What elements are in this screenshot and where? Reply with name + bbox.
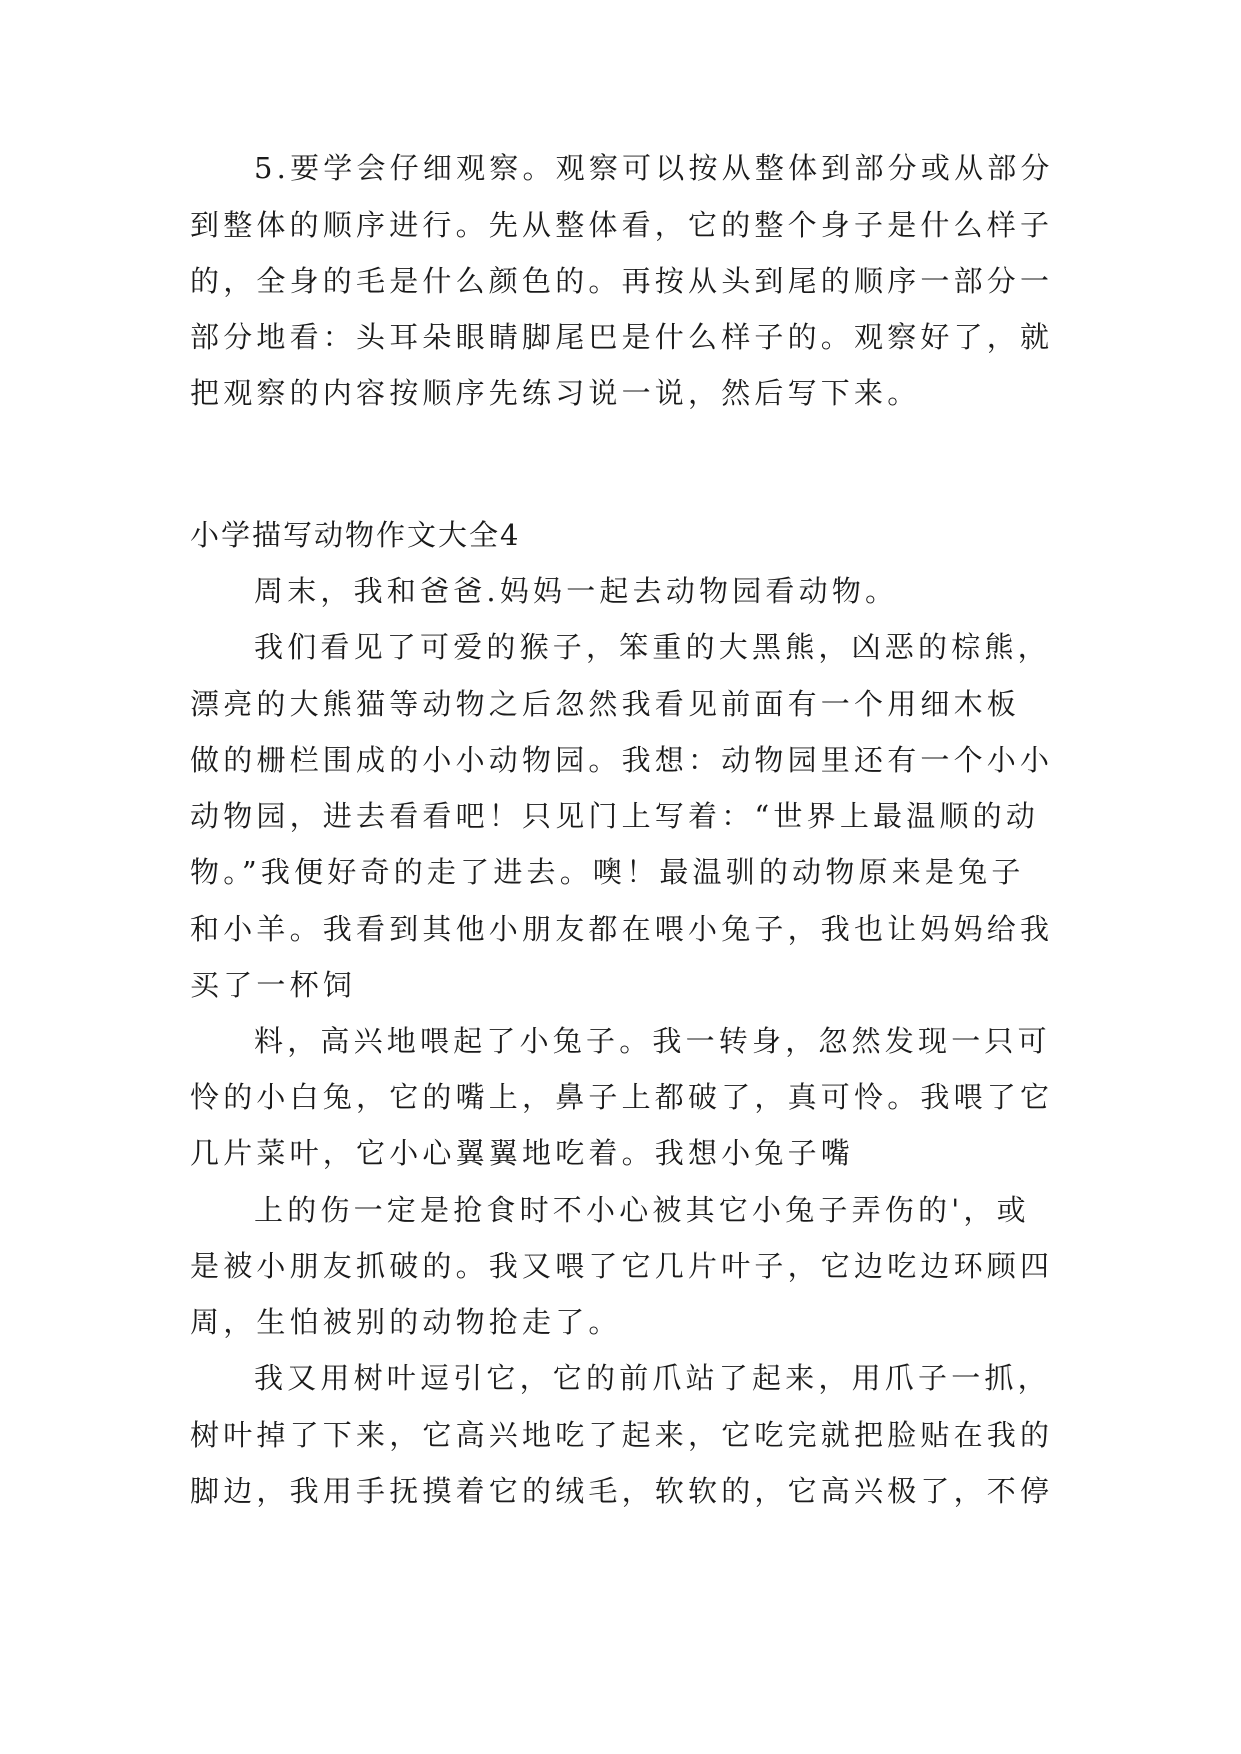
paragraph-line: 是被小朋友抓破的。我又喂了它几片叶子，它边吃边环顾四 bbox=[190, 1249, 1054, 1283]
section-title: 小学描写动物作文大全4 bbox=[190, 518, 521, 552]
paragraph-line: 和小羊。我看到其他小朋友都在喂小兔子，我也让妈妈给我 bbox=[190, 912, 1054, 946]
paragraph-line: 我们看见了可爱的猴子，笨重的大黑熊，凶恶的棕熊， bbox=[254, 630, 1051, 664]
paragraph-line: 脚边，我用手抚摸着它的绒毛，软软的，它高兴极了，不停 bbox=[190, 1474, 1054, 1508]
paragraph-line: 部分地看：头耳朵眼睛脚尾巴是什么样子的。观察好了，就 bbox=[190, 320, 1054, 354]
paragraph-line: 几片菜叶，它小心翼翼地吃着。我想小兔子嘴 bbox=[190, 1136, 855, 1170]
paragraph-line: 怜的小白兔，它的嘴上，鼻子上都破了，真可怜。我喂了它 bbox=[190, 1080, 1054, 1114]
paragraph-line: 做的栅栏围成的小小动物园。我想：动物园里还有一个小小 bbox=[190, 743, 1054, 777]
paragraph-line: 买了一杯饲 bbox=[190, 968, 357, 1002]
paragraph-line: 上的伤一定是抢食时不小心被其它小兔子弄伤的'，或 bbox=[254, 1193, 1030, 1227]
paragraph-line: 5.要学会仔细观察。观察可以按从整体到部分或从部分 bbox=[254, 151, 1054, 185]
paragraph-line: 周末，我和爸爸.妈妈一起去动物园看动物。 bbox=[254, 574, 899, 608]
paragraph-line: 的，全身的毛是什么颜色的。再按从头到尾的顺序一部分一 bbox=[190, 264, 1054, 298]
paragraph-line: 把观察的内容按顺序先练习说一说，然后写下来。 bbox=[190, 376, 921, 410]
paragraph-line: 我又用树叶逗引它，它的前爪站了起来，用爪子一抓， bbox=[254, 1361, 1051, 1395]
paragraph-line: 动物园，进去看看吧！只见门上写着：“世界上最温顺的动 bbox=[190, 799, 1040, 833]
paragraph-line: 到整体的顺序进行。先从整体看，它的整个身子是什么样子 bbox=[190, 208, 1054, 242]
paragraph-line: 漂亮的大熊猫等动物之后忽然我看见前面有一个用细木板 bbox=[190, 687, 1021, 721]
paragraph-line: 料，高兴地喂起了小兔子。我一转身，忽然发现一只可 bbox=[254, 1024, 1051, 1058]
paragraph-line: 周，生怕被别的动物抢走了。 bbox=[190, 1305, 622, 1339]
paragraph-line: 树叶掉了下来，它高兴地吃了起来，它吃完就把脸贴在我的 bbox=[190, 1418, 1054, 1452]
paragraph-line: 物。”我便好奇的走了进去。噢！最温驯的动物原来是兔子 bbox=[190, 855, 1025, 889]
